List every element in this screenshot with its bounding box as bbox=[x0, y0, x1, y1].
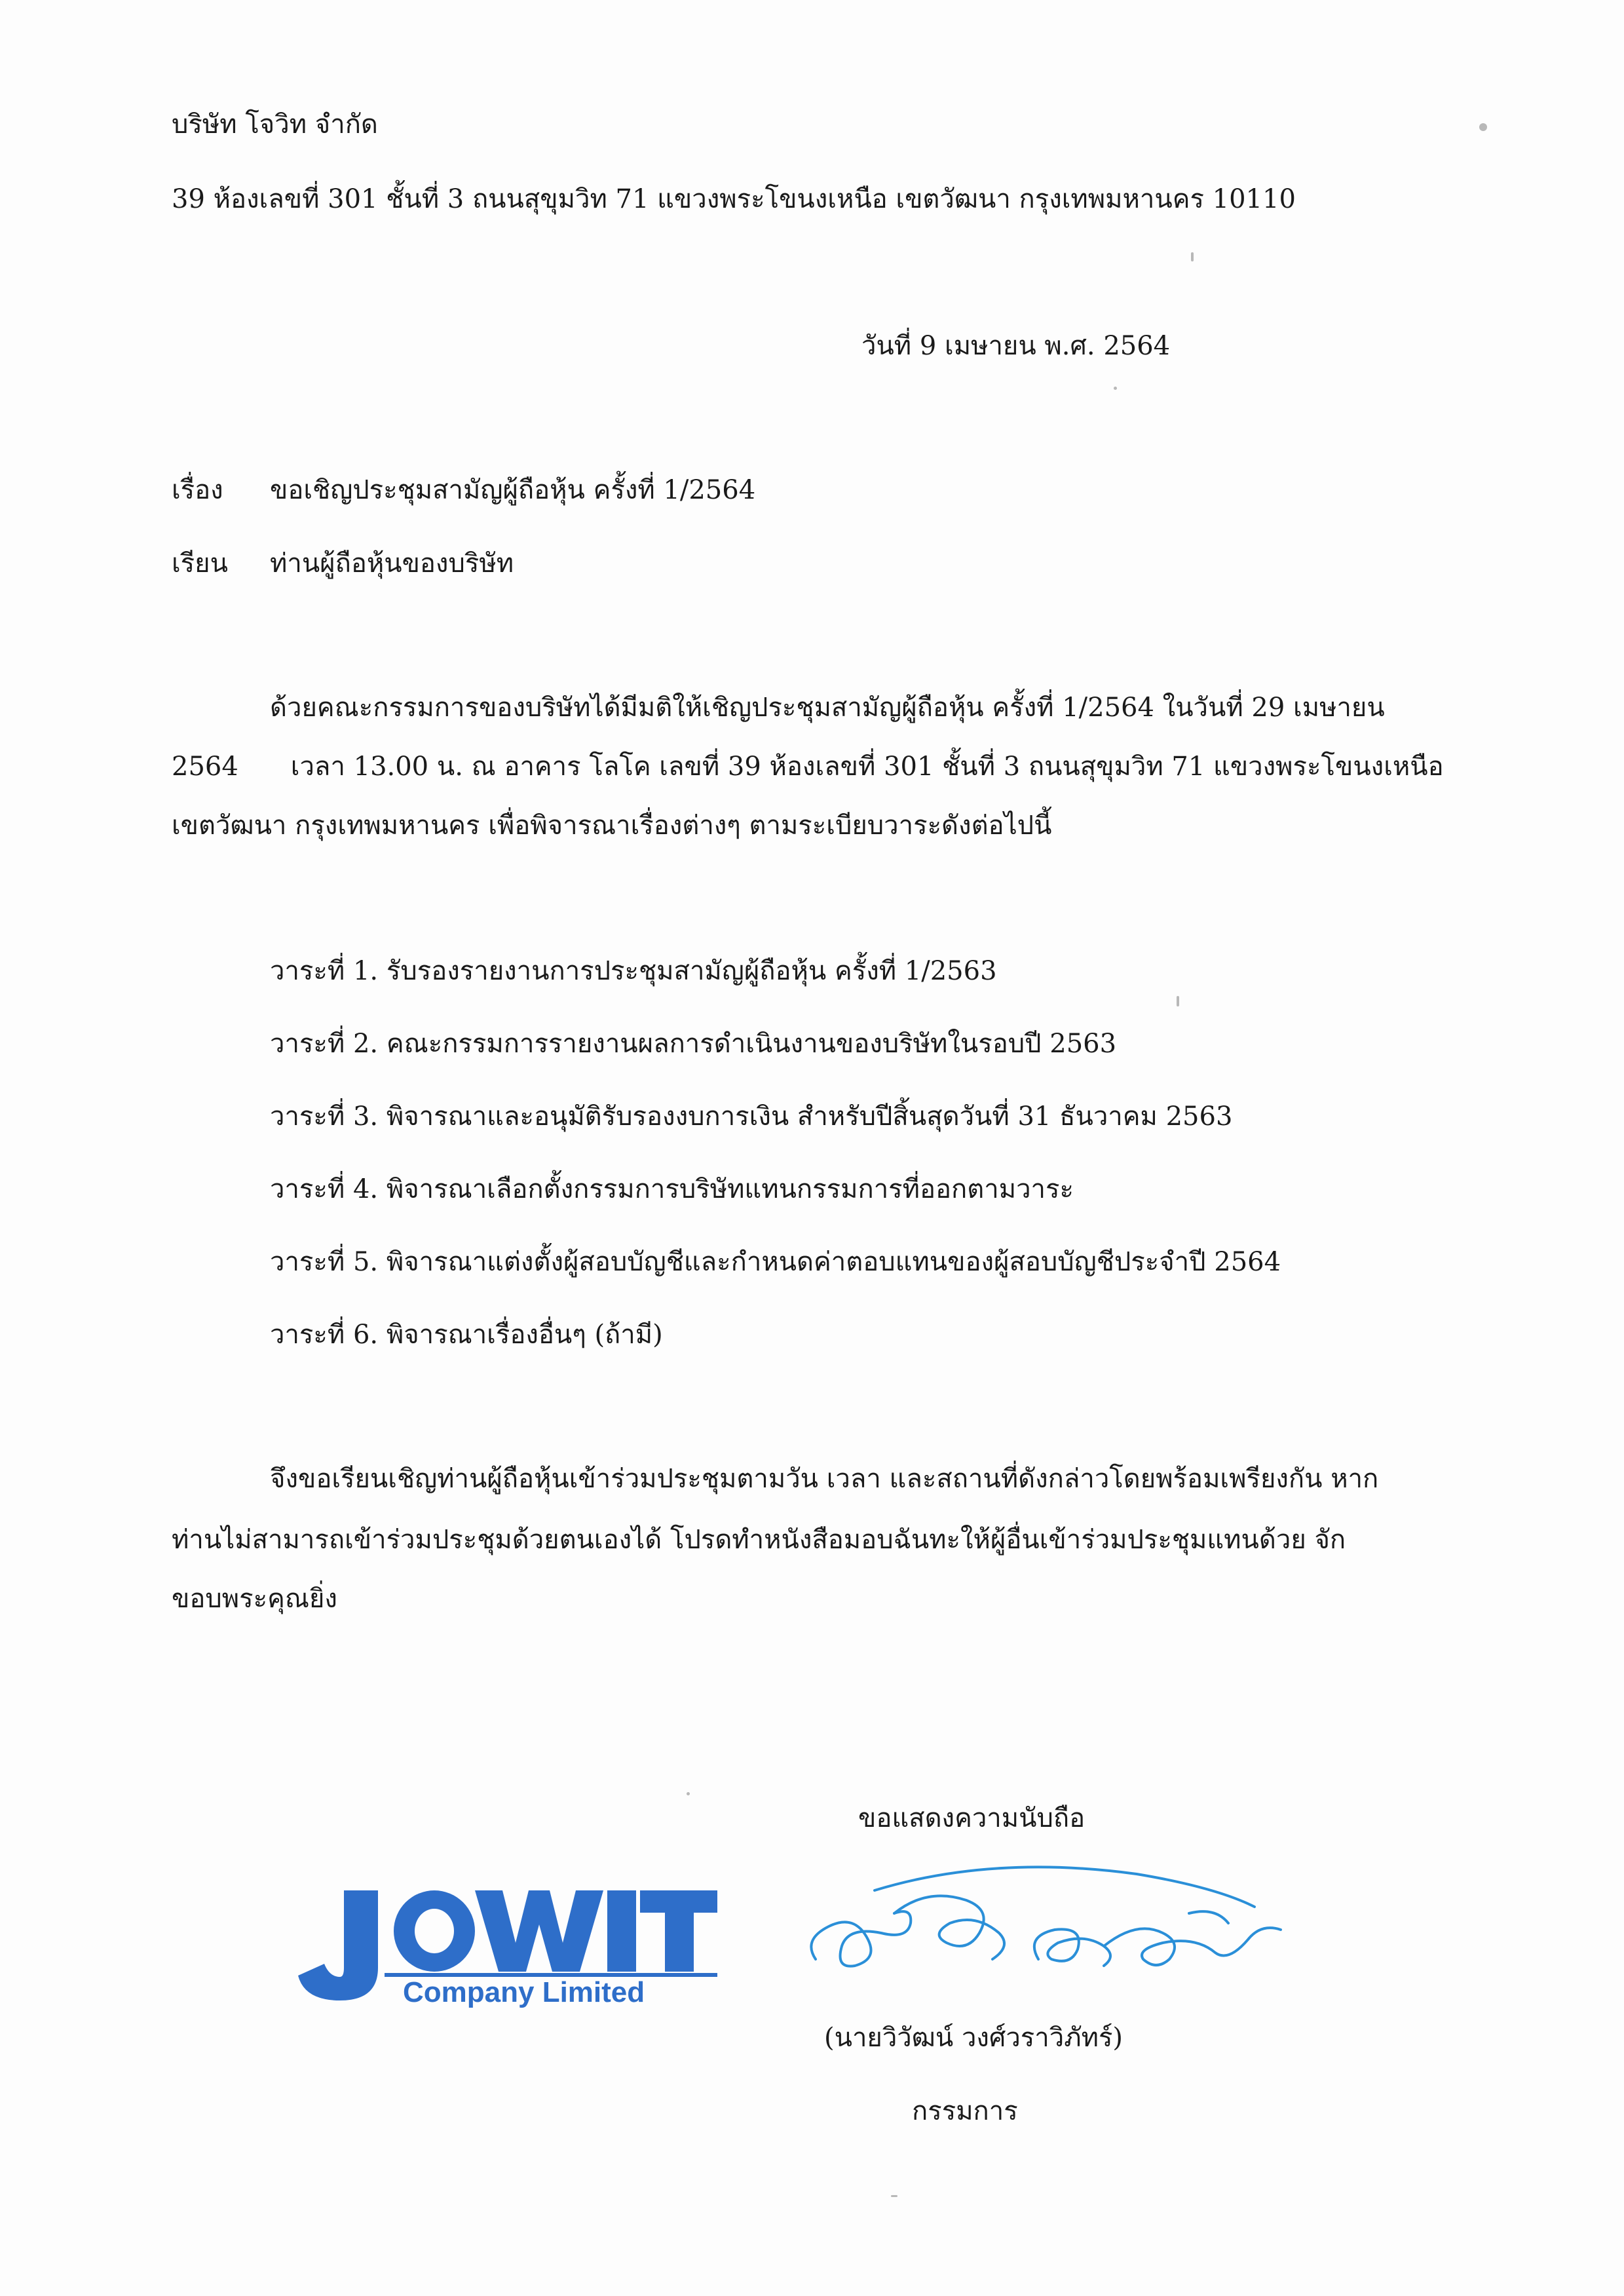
letter-date: วันที่ 9 เมษายน พ.ศ. 2564 bbox=[861, 331, 1171, 361]
scan-speck bbox=[891, 2195, 897, 2197]
company-logo bbox=[298, 1890, 730, 2008]
company-name: บริษัท โจวิท จำกัด bbox=[172, 109, 378, 140]
closing-line-1: จึงขอเรียนเชิญท่านผู้ถือหุ้นเข้าร่วมประชุมตามวัน เวลา และสถานที่ดังกล่าวโดยพร้อมเพรียงกัน หาก bbox=[270, 1464, 1379, 1494]
to-label: เรียน bbox=[172, 548, 228, 579]
signer-name: (นายวิวัฒน์ วงศ์วราวิภัทร์) bbox=[824, 2023, 1124, 2053]
agenda-item-4: วาระที่ 4. พิจารณาเลือกตั้งกรรมการบริษัทแทนกรรมการที่ออกตามวาระ bbox=[270, 1174, 1074, 1204]
svg-text:Company Limited: Company Limited bbox=[403, 1976, 645, 2008]
agenda-item-6: วาระที่ 6. พิจารณาเรื่องอื่นๆ (ถ้ามี) bbox=[270, 1320, 663, 1350]
scan-speck bbox=[1177, 996, 1179, 1006]
scan-speck bbox=[1191, 252, 1194, 261]
agenda-item-5: วาระที่ 5. พิจารณาแต่งตั้งผู้สอบบัญชีและกำหนดค่าตอบแทนของผู้สอบบัญชีประจำปี 2564 bbox=[270, 1247, 1281, 1277]
scan-speck bbox=[1479, 123, 1487, 131]
agenda-item-1: วาระที่ 1. รับรองรายงานการประชุมสามัญผู้ถือหุ้น ครั้งที่ 1/2563 bbox=[270, 956, 997, 986]
intro-year: 2564 bbox=[172, 752, 238, 782]
closing-line-2: ท่านไม่สามารถเข้าร่วมประชุมด้วยตนเองได้ โปรดทำหนังสือมอบฉันทะให้ผู้อื่นเข้าร่วมประชุมแทนด้วย จัก bbox=[172, 1525, 1346, 1555]
intro-line-2-text: เวลา 13.00 น. ณ อาคาร โลโค เลขที่ 39 ห้องเลขที่ 301 ชั้นที่ 3 ถนนสุขุมวิท 71 แขวงพระโขนงเหนือ bbox=[290, 752, 1444, 782]
signature bbox=[796, 1861, 1307, 1985]
subject-text: ขอเชิญประชุมสามัญผู้ถือหุ้น ครั้งที่ 1/2564 bbox=[270, 475, 756, 505]
scan-speck bbox=[1114, 387, 1117, 390]
intro-line-1: ด้วยคณะกรรมการของบริษัทได้มีมติให้เชิญประชุมสามัญผู้ถือหุ้น ครั้งที่ 1/2564 ในวันที่ 29 เมษายน bbox=[270, 693, 1385, 723]
intro-line-3: เขตวัฒนา กรุงเทพมหานคร เพื่อพิจารณาเรื่องต่างๆ ตามระเบียบวาระดังต่อไปนี้ bbox=[172, 811, 1052, 841]
agenda-item-3: วาระที่ 3. พิจารณาและอนุมัติรับรองงบการเงิน สำหรับปีสิ้นสุดวันที่ 31 ธันวาคม 2563 bbox=[270, 1101, 1233, 1132]
regards-text: ขอแสดงความนับถือ bbox=[858, 1803, 1086, 1833]
to-text: ท่านผู้ถือหุ้นของบริษัท bbox=[270, 548, 514, 579]
agenda-item-2: วาระที่ 2. คณะกรรมการรายงานผลการดำเนินงานของบริษัทในรอบปี 2563 bbox=[270, 1029, 1117, 1059]
company-address: 39 ห้องเลขที่ 301 ชั้นที่ 3 ถนนสุขุมวิท 71 แขวงพระโขนงเหนือ เขตวัฒนา กรุงเทพมหานคร 10110 bbox=[172, 184, 1296, 214]
closing-line-3: ขอบพระคุณยิ่ง bbox=[172, 1584, 337, 1614]
subject-label: เรื่อง bbox=[172, 475, 223, 505]
intro-line-2 bbox=[172, 752, 1444, 782]
signer-title: กรรมการ bbox=[912, 2096, 1018, 2126]
scan-speck bbox=[687, 1792, 690, 1795]
